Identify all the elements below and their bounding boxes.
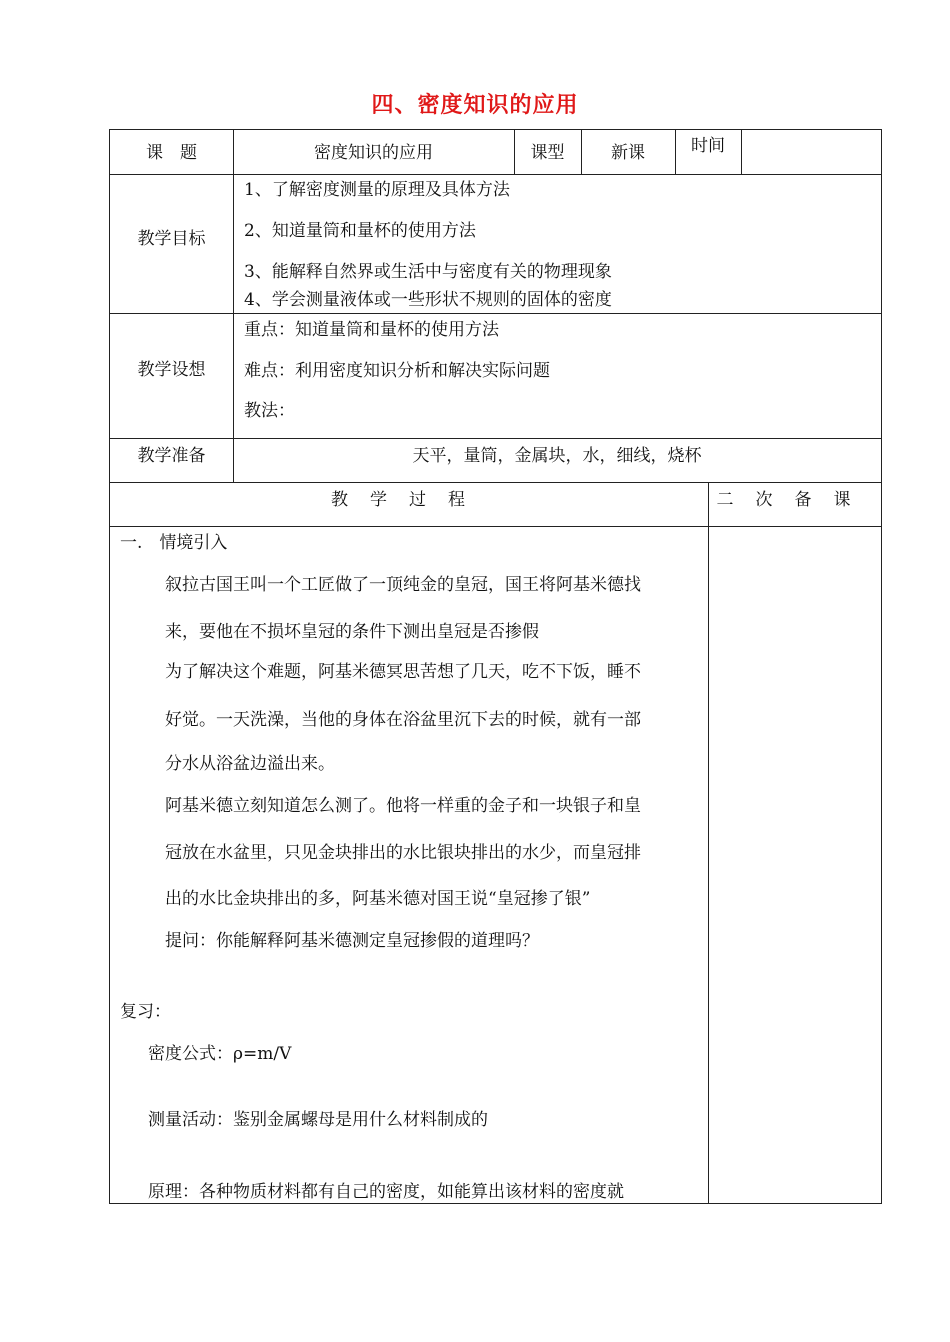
row-divider	[110, 438, 881, 439]
row-divider	[110, 526, 881, 527]
section-title: 一. 情境引入	[120, 533, 228, 553]
objective-item: 2、知道量筒和量杯的使用方法	[244, 221, 476, 241]
row-divider	[110, 313, 881, 314]
col-divider	[708, 482, 709, 1203]
prep-value: 天平，量筒，金属块，水，细线，烧杯	[412, 446, 702, 466]
page-title: 四、密度知识的应用	[371, 93, 579, 118]
time-label: 时间	[691, 136, 725, 156]
activity-line: 测量活动：鉴别金属螺母是用什么材料制成的	[148, 1110, 488, 1130]
notes-header: 二次备课	[716, 490, 873, 510]
lesson-plan-table	[109, 129, 882, 1204]
objectives-label: 教学目标	[137, 229, 206, 249]
design-item: 教法：	[244, 401, 295, 421]
principle-line: 原理：各种物质材料都有自己的密度，如能算出该材料的密度就	[148, 1182, 624, 1202]
topic-value: 密度知识的应用	[314, 143, 433, 163]
review-title: 复习：	[120, 1002, 171, 1022]
objective-item: 1、了解密度测量的原理及具体方法	[244, 180, 510, 200]
question-line: 提问：你能解释阿基米德测定皇冠掺假的道理吗？	[165, 931, 539, 951]
story-line: 为了解决这个难题，阿基米德冥思苦想了几天，吃不下饭，睡不	[165, 662, 641, 682]
type-value: 新课	[611, 143, 645, 163]
story-line: 叙拉古国王叫一个工匠做了一顶纯金的皇冠，国王将阿基米德找	[165, 575, 641, 595]
process-header: 教学过程	[331, 490, 487, 510]
story-line: 好觉。一天洗澡，当他的身体在浴盆里沉下去的时候，就有一部	[165, 710, 641, 730]
row-divider	[110, 482, 881, 483]
design-item: 难点：利用密度知识分析和解决实际问题	[244, 361, 550, 381]
story-line: 冠放在水盆里，只见金块排出的水比银块排出的水少，而皇冠排	[165, 843, 641, 863]
density-formula: 密度公式：ρ=m/V	[148, 1044, 292, 1064]
design-item: 重点：知道量筒和量杯的使用方法	[244, 320, 499, 340]
col-divider	[741, 130, 742, 174]
type-label: 课型	[530, 143, 565, 163]
prep-label: 教学准备	[137, 446, 206, 466]
topic-label: 课 题	[146, 143, 197, 163]
row-divider	[110, 174, 881, 175]
story-line: 分水从浴盆边溢出来。	[165, 754, 335, 774]
col-divider	[233, 130, 234, 482]
design-label: 教学设想	[137, 360, 206, 380]
objective-item: 3、能解释自然界或生活中与密度有关的物理现象	[244, 262, 612, 282]
story-line: 来，要他在不损坏皇冠的条件下测出皇冠是否掺假	[165, 622, 539, 642]
story-line: 出的水比金块排出的多，阿基米德对国王说“皇冠掺了银”	[165, 889, 591, 909]
objective-item: 4、学会测量液体或一些形状不规则的固体的密度	[244, 290, 612, 310]
story-line: 阿基米德立刻知道怎么测了。他将一样重的金子和一块银子和皇	[165, 796, 641, 816]
